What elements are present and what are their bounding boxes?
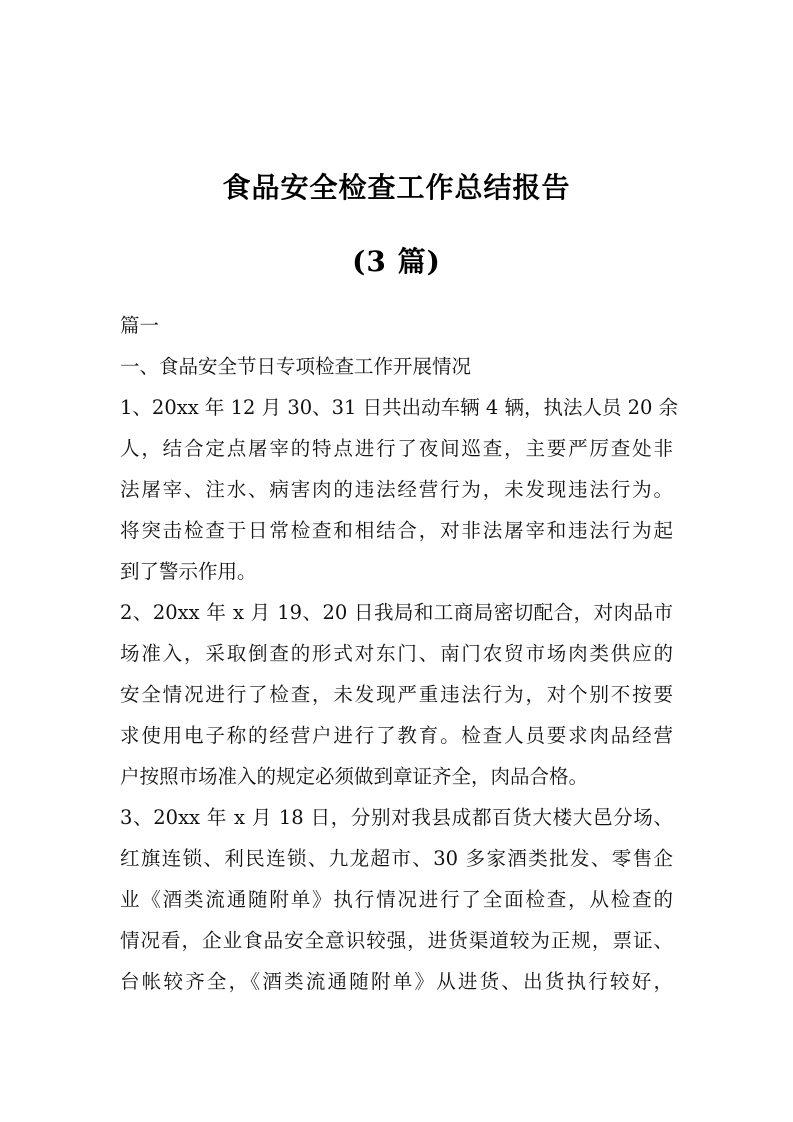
paragraph-line: 法屠宰、注水、病害肉的违法经营行为，未发现违法行为。: [120, 478, 673, 501]
paragraph-line: 业《酒类流通随附单》执行情况进行了全面检查，从检查的: [120, 888, 673, 911]
paragraph-line: 场准入，采取倒查的形式对东门、南门农贸市场肉类供应的: [120, 642, 673, 665]
paragraph-line: 2、20xx 年 x 月 19、20 日我局和工商局密切配合，对肉品市: [120, 601, 673, 624]
document-subtitle: (3 篇): [352, 245, 441, 278]
paragraph-line: 到了警示作用。: [120, 560, 257, 583]
document-body: [120, 305, 679, 1002]
paragraph-line: 安全情况进行了检查，未发现严重违法行为，对个别不按要: [120, 683, 673, 706]
paragraph-line: 3、20xx 年 x 月 18 日，分别对我县成都百货大楼大邑分场、: [120, 806, 673, 829]
section-heading: 一、食品安全节日专项检查工作开展情况: [120, 355, 472, 378]
paragraph-line: 人，结合定点屠宰的特点进行了夜间巡查，主要严厉查处非: [120, 437, 673, 460]
paragraph-line: 将突击检查于日常检查和相结合，对非法屠宰和违法行为起: [120, 519, 673, 542]
paragraph-line: 情况看，企业食品安全意识较强，进货渠道较为正规，票证、: [120, 929, 673, 952]
document-title: 食品安全检查工作总结报告: [222, 171, 571, 204]
paragraph-line: 1、20xx 年 12 月 30、31 日共出动车辆 4 辆，执法人员 20 余: [120, 396, 679, 419]
paragraph-line: 红旗连锁、利民连锁、九龙超市、30 多家酒类批发、零售企: [120, 847, 673, 870]
section-label: 篇一: [120, 314, 160, 337]
paragraph-line: 求使用电子称的经营户进行了教育。检查人员要求肉品经营: [120, 724, 673, 747]
paragraph-line: 台帐较齐全，《酒类流通随附单》从进货、出货执行较好，: [120, 970, 673, 993]
paragraph-line: 户按照市场准入的规定必须做到章证齐全，肉品合格。: [120, 765, 589, 788]
